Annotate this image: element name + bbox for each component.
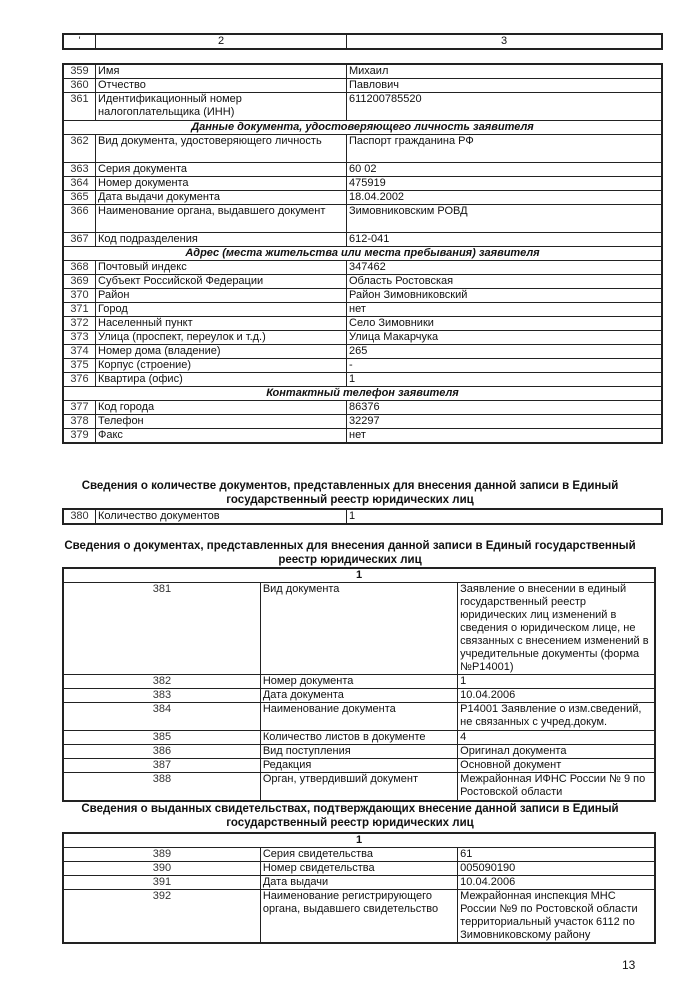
row-label: Наименование органа, выдавшего документ [96,205,347,233]
row-number: 365 [63,191,96,205]
table-row [63,233,662,247]
row-label: Отчество [96,79,347,93]
table-row [63,401,662,415]
table-row [63,289,662,303]
row-value: 347462 [347,261,663,275]
row-label: Редакция [260,759,457,773]
heading-certificates: Сведения о выданных свидетельствах, подтверждающих внесение данной записи в Единый государственный реестр юридических лиц [81,803,619,829]
table-row [63,177,662,191]
row-value: 475919 [347,177,663,191]
row-value: Оригинал документа [458,745,655,759]
column-header-1: ' [63,34,96,49]
row-number: 384 [63,703,260,731]
column-header-2: 2 [96,34,347,49]
rows-certificates [63,848,655,944]
row-value: Межрайонная ИФНС России № 9 по Ростовской области [458,773,655,801]
row-label: Вид поступления [260,745,457,759]
row-value: Район Зимовниковский [347,289,663,303]
table-row [63,135,662,163]
row-value: 10.04.2006 [458,876,655,890]
rows-identity-document [63,135,662,247]
row-label: Номер свидетельства [260,862,457,876]
row-number: 387 [63,759,260,773]
table-row [63,93,662,121]
table-row [63,862,655,876]
row-number: 376 [63,373,96,387]
table-row [63,583,655,675]
row-value: 611200785520 [347,93,663,121]
row-number: 379 [63,429,96,444]
row-value: 265 [347,345,663,359]
row-label: Наименование документа [260,703,457,731]
section-phone: Контактный телефон заявителя [63,387,662,401]
row-value: Улица Макарчука [347,331,663,345]
row-value: 61 [458,848,655,862]
rows-submitted-documents [63,583,655,801]
row-label: Код подразделения [96,233,347,247]
row-number: 363 [63,163,96,177]
table-row [63,317,662,331]
row-label: Субъект Российской Федерации [96,275,347,289]
row-label: Имя [96,64,347,79]
row-label: Почтовый индекс [96,261,347,275]
table-row [63,205,662,233]
page-number: 13 [622,958,636,972]
row-number: 373 [63,331,96,345]
row-label: Номер дома (владение) [96,345,347,359]
row-label: Вид документа [260,583,457,675]
row-label: Квартира (офис) [96,373,347,387]
row-value: 612-041 [347,233,663,247]
row-label: Номер документа [96,177,347,191]
row-value: Зимовниковским РОВД [347,205,663,233]
row-label: Серия свидетельства [260,848,457,862]
row-label: Факс [96,429,347,444]
row-number: 359 [63,64,96,79]
row-value: Заявление о внесении в единый государственный реестр юридических лиц изменений в сведения о юридическом лице, не связанных с внесением изменений в учредительные документы (форма №Р14001) [458,583,655,675]
row-number: 385 [63,731,260,745]
row-value: Р14001 Заявление о изм.сведений, не связанных с учред.докум. [458,703,655,731]
row-number: 383 [63,689,260,703]
row-value: Михаил [347,64,663,79]
row-value: 005090190 [458,862,655,876]
row-value: Межрайонная инспекция МНС России №9 по Ростовской области территориальный участок 6112 по Зимовниковскому району [458,890,655,944]
row-label: Улица (проспект, переулок и т.д.) [96,331,347,345]
group-number: 1 [63,568,655,583]
rows-address [63,261,662,387]
row-label: Дата документа [260,689,457,703]
row-value: 60 02 [347,163,663,177]
table-row [63,303,662,317]
certificates-table [62,832,656,944]
row-number: 389 [63,848,260,862]
table-row [63,429,662,444]
table-row [63,415,662,429]
row-value: 86376 [347,401,663,415]
row-value: нет [347,429,663,444]
row-number: 370 [63,289,96,303]
heading-submitted-documents: Сведения о документах, представленных для внесения данной записи в Единый государственный реестр юридических лиц [64,540,636,566]
row-number: 392 [63,890,260,944]
heading-document-count: Сведения о количестве документов, представленных для внесения данной записи в Единый государственный реестр юридических лиц [81,480,619,506]
table-row [63,191,662,205]
row-number: 386 [63,745,260,759]
row-label: Населенный пункт [96,317,347,331]
table-row [63,163,662,177]
row-label: Корпус (строение) [96,359,347,373]
table-row [63,359,662,373]
row-label: Серия документа [96,163,347,177]
group-number: 1 [63,833,655,848]
row-label: Количество документов [96,509,347,524]
table-row [63,745,655,759]
rows-phone [63,401,662,444]
row-value: 18.04.2002 [347,191,663,205]
table-row [63,675,655,689]
row-label: Идентификационный номер налогоплательщика (ИНН) [96,93,347,121]
table-row [63,703,655,731]
row-value: Паспорт гражданина РФ [347,135,663,163]
submitted-documents-table [62,567,656,802]
table-row [63,373,662,387]
column-header-3: 3 [347,34,663,49]
row-number: 375 [63,359,96,373]
table-row [63,689,655,703]
table-row [63,848,655,862]
row-value: - [347,359,663,373]
section-identity-document: Данные документа, удостоверяющего личность заявителя [63,121,662,135]
row-number: 362 [63,135,96,163]
row-value: Павлович [347,79,663,93]
row-label: Орган, утвердивший документ [260,773,457,801]
row-label: Телефон [96,415,347,429]
table-row [63,773,655,801]
table-row [63,759,655,773]
row-label: Количество листов в документе [260,731,457,745]
row-number: 369 [63,275,96,289]
row-value: 1 [458,675,655,689]
row-number: 388 [63,773,260,801]
column-header-table [62,33,663,50]
row-value: Основной документ [458,759,655,773]
row-number: 382 [63,675,260,689]
row-number: 380 [63,509,96,524]
table-row [63,261,662,275]
table-row [63,275,662,289]
row-number: 381 [63,583,260,675]
row-number: 372 [63,317,96,331]
table-row [63,890,655,944]
row-value: нет [347,303,663,317]
row-number: 378 [63,415,96,429]
row-value: 32297 [347,415,663,429]
row-value: Село Зимовники [347,317,663,331]
row-label: Район [96,289,347,303]
table-row [63,345,662,359]
row-number: 361 [63,93,96,121]
table-row [63,876,655,890]
row-number: 374 [63,345,96,359]
row-number: 367 [63,233,96,247]
row-number: 371 [63,303,96,317]
row-number: 366 [63,205,96,233]
table-row [63,79,662,93]
row-number: 377 [63,401,96,415]
row-label: Город [96,303,347,317]
row-value: 1 [347,373,663,387]
row-number: 391 [63,876,260,890]
row-number: 364 [63,177,96,191]
row-label: Наименование регистрирующего органа, выдавшего свидетельство [260,890,457,944]
row-label: Номер документа [260,675,457,689]
row-label: Дата выдачи [260,876,457,890]
count-table [62,508,663,525]
row-number: 390 [63,862,260,876]
row-label: Дата выдачи документа [96,191,347,205]
row-value: Область Ростовская [347,275,663,289]
row-number: 368 [63,261,96,275]
table-row [63,731,655,745]
table-row [63,64,662,79]
applicant-table [62,63,663,444]
row-value: 4 [458,731,655,745]
row-value: 10.04.2006 [458,689,655,703]
row-label: Код города [96,401,347,415]
row-label: Вид документа, удостоверяющего личность [96,135,347,163]
section-address: Адрес (места жительства или места пребывания) заявителя [63,247,662,261]
rows-personal [63,64,662,121]
table-row [63,331,662,345]
row-number: 360 [63,79,96,93]
row-value: 1 [347,509,663,524]
